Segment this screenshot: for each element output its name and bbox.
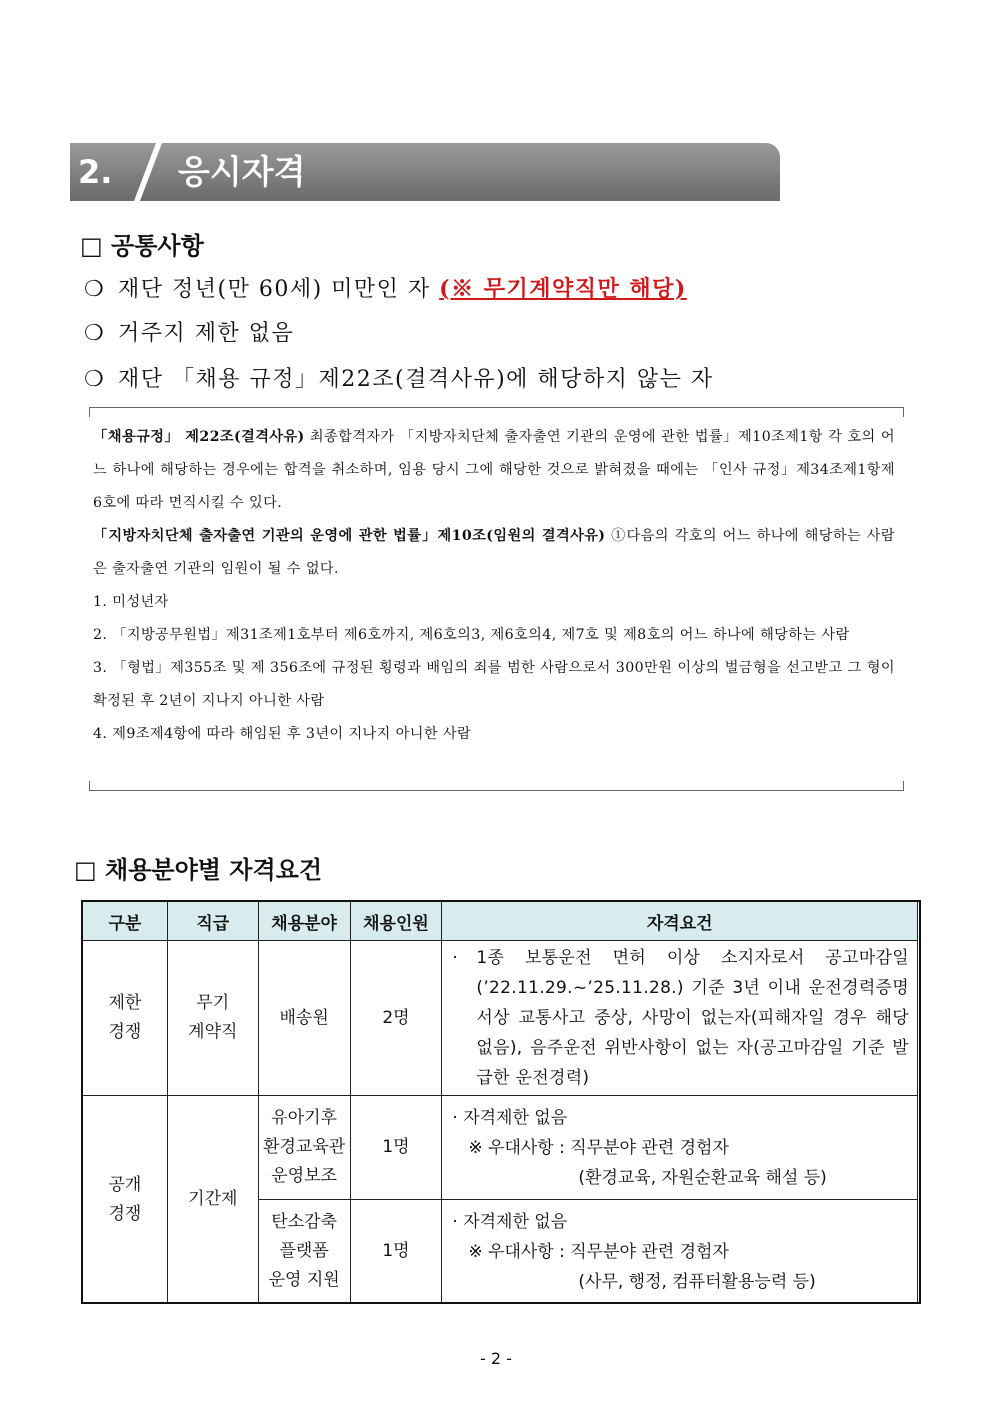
- section-banner: [70, 143, 780, 201]
- table-header-row: [83, 902, 918, 941]
- column-header: 직급: [167, 902, 258, 941]
- bullet-text: 재단 「채용 규정」제22조(결격사유)에 해당하지 않는 자: [118, 367, 714, 392]
- banner-slash-icon: [130, 143, 170, 201]
- count-cell: 2명: [350, 941, 442, 1096]
- bullet-age: [84, 272, 687, 303]
- circle-bullet-icon: ❍: [84, 367, 106, 392]
- count-cell: 1명: [350, 1096, 442, 1200]
- table-row: [83, 1096, 918, 1200]
- law-paragraph: 「지방자치단체 출자출연 기관의 운영에 관한 법률」제10조(임원의 결격사유) ①다음의 각호의 어느 하나에 해당하는 사람은 출자출연 기관의 임원이 될 수 없다.: [93, 528, 895, 577]
- preference-detail: (환경교육, 자원순환교육 해설 등): [578, 1167, 827, 1188]
- circle-bullet-icon: ❍: [84, 277, 106, 302]
- law-item: 3. 「형법」제355조 및 제 356조에 규정된 횡령과 배임의 죄를 범한 사람으로서 300만원 이상의 벌금형을 선고받고 그 형이 확정된 후 2년이 지나지 아니한 사람: [93, 660, 895, 709]
- count-cell: 1명: [350, 1200, 442, 1304]
- bullet-text: 재단 정년(만 60세) 미만인 자: [118, 277, 431, 302]
- field-cell: 탄소감축 플랫폼 운영 지원: [258, 1200, 350, 1304]
- page-number: - 2 -: [480, 1349, 512, 1368]
- rank-cell: 기간제: [167, 1096, 258, 1304]
- law-item: 4. 제9조제4항에 따라 해임된 후 3년이 지나지 아니한 사람: [93, 726, 472, 742]
- requirement-cell: · 자격제한 없음 ※ 우대사항 : 직무분야 관련 경험자 (환경교육, 자원순환교육 해설 등): [442, 1096, 918, 1200]
- field-cell: 배송원: [258, 941, 350, 1096]
- preference-text: ※ 우대사항 : 직무분야 관련 경험자: [468, 1137, 729, 1158]
- field-heading: □ 채용분야별 자격요건: [74, 856, 323, 884]
- column-header: 채용인원: [350, 902, 442, 941]
- bullet-disqualification: [84, 362, 714, 393]
- regulation-text: [93, 421, 895, 751]
- rank-cell: 무기 계약직: [167, 941, 258, 1096]
- preference-text: ※ 우대사항 : 직무분야 관련 경험자: [468, 1241, 729, 1262]
- requirement-text: 자격제한 없음: [463, 1211, 568, 1232]
- table-row: [83, 941, 918, 1096]
- column-header: 구분: [83, 902, 168, 941]
- requirement-text: 자격제한 없음: [463, 1107, 568, 1128]
- group-cell: 제한 경쟁: [83, 941, 168, 1096]
- preference-detail: (사무, 행정, 컴퓨터활용능력 등): [578, 1271, 816, 1292]
- section-number: 2.: [78, 153, 113, 191]
- requirement-cell: · 자격제한 없음 ※ 우대사항 : 직무분야 관련 경험자 (사무, 행정, 컴퓨터활용능력 등): [442, 1200, 918, 1304]
- bullet-note: (※ 무기계약직만 해당): [439, 276, 687, 302]
- regulation-paragraph: 「채용규정」 제22조(결격사유) 최종합격자가 「지방자치단체 출자출연 기관의 운영에 관한 법률」제10조제1항 각 호의 어느 하나에 해당하는 경우에는 합격을 취소하며, 임용 당시 그에 해당한 것으로 밝혀졌을 때에는 「인사 규정」제34조제1항제6호에 따라 면직시킬 수 있다.: [93, 429, 895, 511]
- column-header: 채용분야: [258, 902, 350, 941]
- bullet-residence: [84, 316, 294, 347]
- group-cell: 공개 경쟁: [83, 1096, 168, 1304]
- requirement-cell: · 1종 보통운전 면허 이상 소지자로서 공고마감일(’22.11.29.~’25.11.28.) 기준 3년 이내 운전경력증명서상 교통사고 중상, 사망이 없는자(피해자일 경우 해당 없음), 음주운전 위반사항이 없는 자(공고마감일 기준 발급한 운전경력): [442, 941, 918, 1096]
- requirements-table: [82, 901, 918, 1304]
- law-item: 1. 미성년자: [93, 594, 169, 610]
- field-cell: 유아기후 환경교육관 운영보조: [258, 1096, 350, 1200]
- requirement-text: 1종 보통운전 면허 이상 소지자로서 공고마감일(’22.11.29.~’25.11.28.) 기준 3년 이내 운전경력증명서상 교통사고 중상, 사망이 없는자(피해자일 경우 해당 없음), 음주운전 위반사항이 없는 자(공고마감일 기준 발급한 운전경력): [476, 948, 909, 1088]
- law-item: 2. 「지방공무원법」제31조제1호부터 제6호까지, 제6호의3, 제6호의4, 제7호 및 제8호의 어느 하나에 해당하는 사람: [93, 627, 850, 643]
- section-title: 응시자격: [178, 152, 306, 191]
- common-heading: □ 공통사항: [80, 232, 204, 260]
- bullet-text: 거주지 제한 없음: [118, 321, 295, 346]
- circle-bullet-icon: ❍: [84, 321, 106, 346]
- column-header: 자격요건: [442, 902, 918, 941]
